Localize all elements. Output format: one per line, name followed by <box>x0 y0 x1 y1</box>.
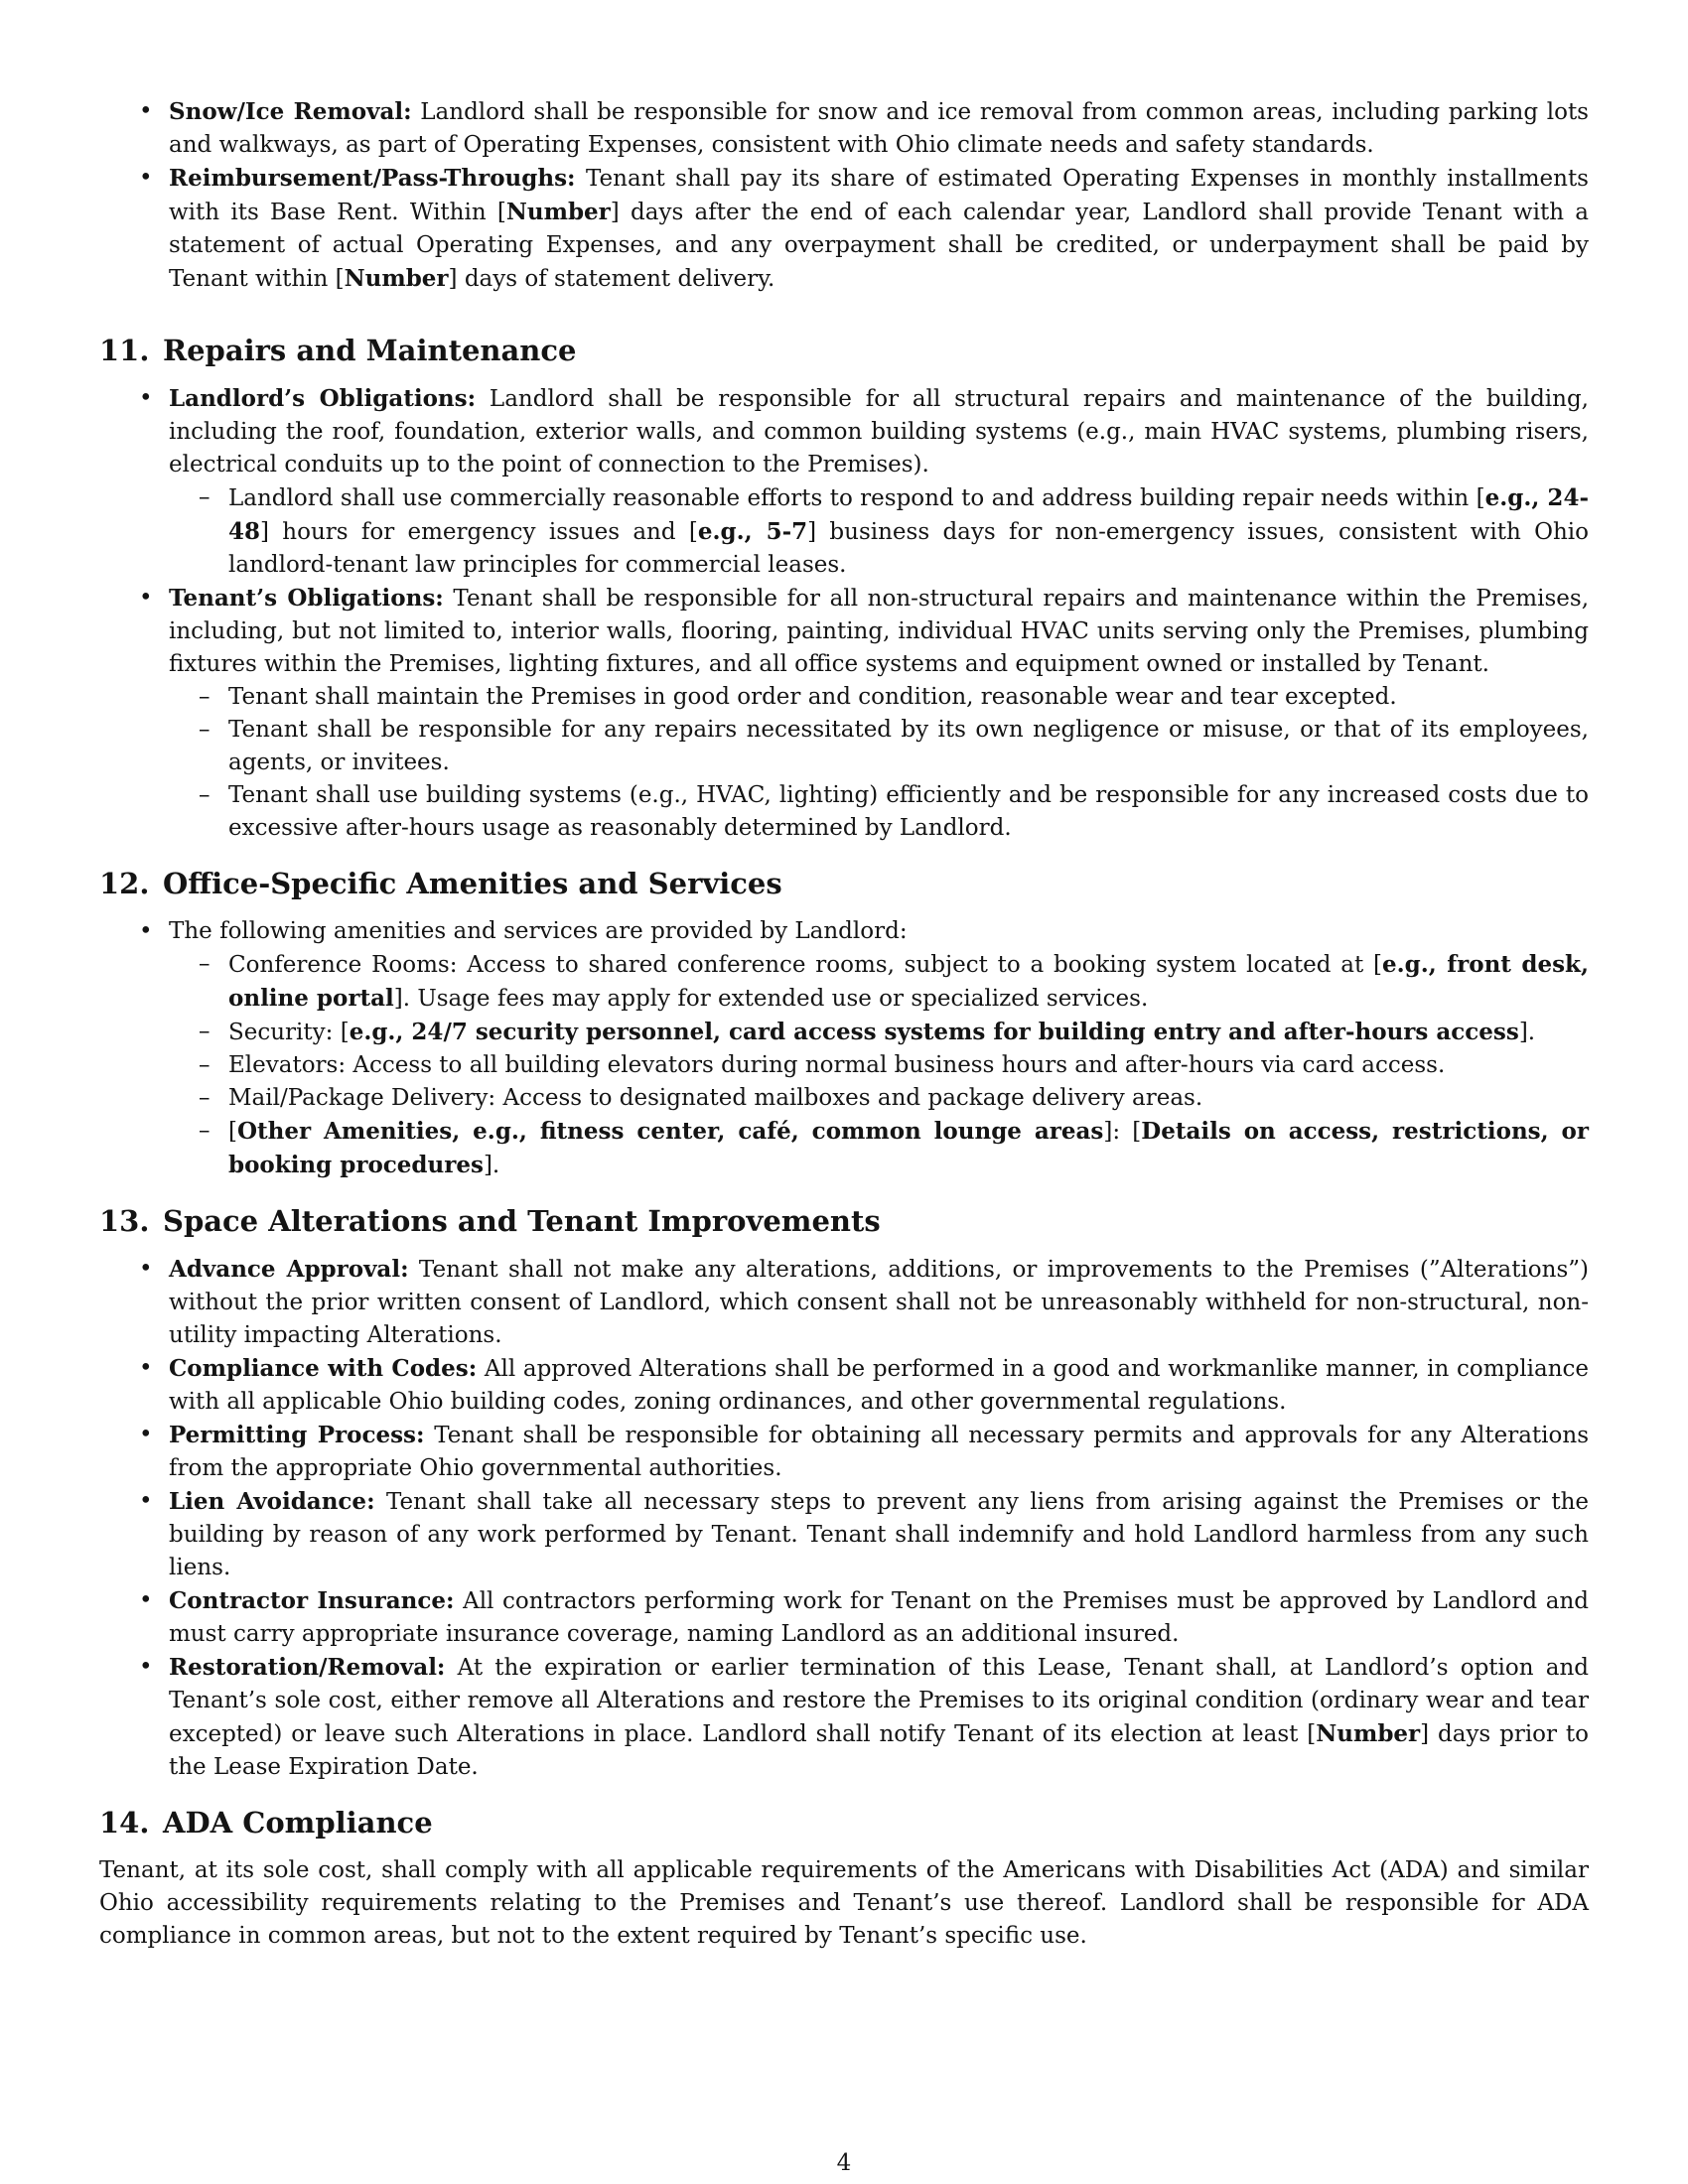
repairs-list <box>99 382 1589 845</box>
list-item: • Lien Avoidance: Tenant shall take all necessary steps to prevent any liens from arising against the Premises or the building by reason of any work performed by Tenant. Tenant shall indemnify and hold Landlord harmless from any such liens. <box>169 1485 1589 1584</box>
page-number: 4 <box>836 2150 852 2176</box>
document-page <box>99 95 1589 2081</box>
sub-list-item: – Security: [e.g., 24/7 security personnel, card access systems for building entry and after-hours access]. <box>228 1016 1589 1049</box>
sub-list-item: – Landlord shall use commercially reasonable efforts to respond to and address building repair needs within [e.g., 24-48] hours for emergency issues and [e.g., 5-7] business days for non-emergency issues, consistent with Ohio landlord-tenant law principles for commercial leases. <box>228 481 1589 582</box>
list-item: • Snow/Ice Removal: Landlord shall be responsible for snow and ice removal from common areas, including parking lots and walkways, as part of Operating Expenses, consistent with Ohio climate needs and safety standards. <box>169 95 1589 162</box>
sub-list <box>169 948 1589 1182</box>
sub-list-item: – Tenant shall maintain the Premises in good order and condition, reasonable wear and tear excepted. <box>228 681 1589 714</box>
list-item: • Advance Approval: Tenant shall not make any alterations, additions, or improvements to the Premises (”Alterations”) without the prior written consent of Landlord, which consent shall not be unreasonably withheld for non-structural, non-utility impacting Alterations. <box>169 1253 1589 1352</box>
list-item: • Restoration/Removal: At the expiration or earlier termination of this Lease, Tenant shall, at Landlord’s option and Tenant’s sole cost, either remove all Alterations and restore the Premises to its original condition (ordinary wear and tear excepted) or leave such Alterations in place. Landlord shall notify Tenant of its election at least [Number] days prior to the Lease Expiration Date. <box>169 1651 1589 1784</box>
amenities-list <box>99 915 1589 1182</box>
ada-paragraph: Tenant, at its sole cost, shall comply with all applicable requirements of the Americans with Disabilities Act (ADA) and similar Ohio accessibility requirements relating to the Premises and Tenant’s use thereof. Landlord shall be responsible for ADA compliance in common areas, but not to the extent required by Tenant’s specific use. <box>99 1857 1589 1949</box>
section-heading: 14. ADA Compliance <box>99 1806 433 1840</box>
list-item: • The following amenities and services are provided by Landlord: – Conference Rooms: Access to shared conference rooms, subject to a booking system located at [e.g., front desk, online portal]. Usage fees may apply for extended use or specialized services. – Security: [e.g., 24/7 security personnel, card access systems for building entry and after-hours access]. – Elevators: Access to all building elevators during normal business hours and after-hours via card access. – Mail/Package Delivery: Access to designated mailboxes and package delivery areas. – [Other Amenities, e.g., fitness center, café, common lounge areas]: [Details on access, restrictions, or booking procedures]. <box>169 915 1589 1182</box>
list-item: • Reimbursement/Pass-Throughs: Tenant shall pay its share of estimated Operating Expenses in monthly installments with its Base Rent. Within [Number] days after the end of each calendar year, Landlord shall provide Tenant with a statement of actual Operating Expenses, and any overpayment shall be credited, or underpayment shall be paid by Tenant within [Number] days of statement delivery. <box>169 162 1589 296</box>
list-item: • Tenant’s Obligations: Tenant shall be responsible for all non-structural repairs and maintenance within the Premises, including, but not limited to, interior walls, flooring, painting, individual HVAC units serving only the Premises, plumbing fixtures within the Premises, lighting fixtures, and all office systems and equipment owned or installed by Tenant. – Tenant shall maintain the Premises in good order and condition, reasonable wear and tear excepted. – Tenant shall be responsible for any repairs necessitated by its own negligence or misuse, or that of its employees, agents, or invitees. – Tenant shall use building systems (e.g., HVAC, lighting) efficiently and be responsible for any increased costs due to excessive after-hours usage as reasonably determined by Landlord. <box>169 582 1589 845</box>
section-heading: 12. Office-Specific Amenities and Services <box>99 867 782 900</box>
section-heading: 11. Repairs and Maintenance <box>99 334 577 367</box>
section-heading: 13. Space Alterations and Tenant Improvements <box>99 1204 881 1238</box>
sub-list-item: – Tenant shall be responsible for any repairs necessitated by its own negligence or misuse, or that of its employees, agents, or invitees. <box>228 714 1589 779</box>
list-item: • Compliance with Codes: All approved Alterations shall be performed in a good and workmanlike manner, in compliance with all applicable Ohio building codes, zoning ordinances, and other governmental regulations. <box>169 1352 1589 1419</box>
list-item: • Contractor Insurance: All contractors performing work for Tenant on the Premises must be approved by Landlord and must carry appropriate insurance coverage, naming Landlord as an additional insured. <box>169 1584 1589 1651</box>
list-item: • Landlord’s Obligations: Landlord shall be responsible for all structural repairs and maintenance of the building, including the roof, foundation, exterior walls, and common building systems (e.g., main HVAC systems, plumbing risers, electrical conduits up to the point of connection to the Premises). – Landlord shall use commercially reasonable efforts to respond to and address building repair needs within [e.g., 24-48] hours for emergency issues and [e.g., 5-7] business days for non-emergency issues, consistent with Ohio landlord-tenant law principles for commercial leases. <box>169 382 1589 582</box>
sub-list-item: – Conference Rooms: Access to shared conference rooms, subject to a booking system located at [e.g., front desk, online portal]. Usage fees may apply for extended use or specialized services. <box>228 948 1589 1016</box>
sub-list <box>169 481 1589 582</box>
sub-list-item: – [Other Amenities, e.g., fitness center, café, common lounge areas]: [Details on access, restrictions, or booking procedures]. <box>228 1115 1589 1182</box>
sub-list-item: – Elevators: Access to all building elevators during normal business hours and after-hours via card access. <box>228 1049 1589 1082</box>
sub-list-item: – Tenant shall use building systems (e.g., HVAC, lighting) efficiently and be responsible for any increased costs due to excessive after-hours usage as reasonably determined by Landlord. <box>228 779 1589 845</box>
sub-list <box>169 681 1589 845</box>
sub-list-item: – Mail/Package Delivery: Access to designated mailboxes and package delivery areas. <box>228 1082 1589 1115</box>
operating-expenses-list <box>99 95 1589 296</box>
alterations-list <box>99 1253 1589 1784</box>
list-item: • Permitting Process: Tenant shall be responsible for obtaining all necessary permits and approvals for any Alterations from the appropriate Ohio governmental authorities. <box>169 1419 1589 1485</box>
